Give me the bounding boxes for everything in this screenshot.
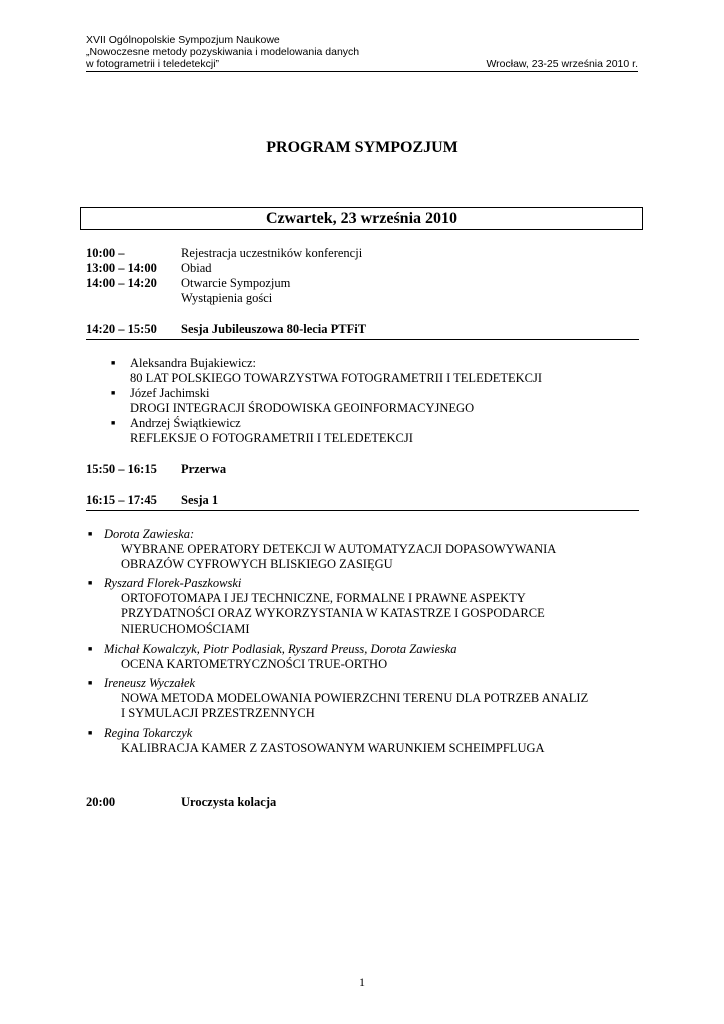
page-number: 1 (359, 975, 365, 989)
talk-title: WYBRANE OPERATORY DETEKCJI W AUTOMATYZACJI DOPASOWYWANIA (121, 542, 557, 556)
talk-title: PRZYDATNOŚCI ORAZ WYKORZYSTANIA W KATASTRZE I GOSPODARCE (121, 606, 545, 620)
schedule-desc: Obiad (181, 261, 212, 275)
schedule-desc: Rejestracja uczestników konferencji (181, 246, 363, 260)
talk-title: KALIBRACJA KAMER Z ZASTOSOWANYM WARUNKIEM SCHEIMPFLUGA (121, 741, 545, 755)
schedule-time: 10:00 – (86, 246, 125, 260)
bullet-icon: ■ (88, 729, 93, 737)
session-time: 14:20 – 15:50 (86, 322, 157, 336)
bullet-icon: ■ (88, 679, 93, 687)
break-time: 15:50 – 16:15 (86, 462, 157, 476)
bullet-icon: ■ (88, 645, 93, 653)
page-title: PROGRAM SYMPOZJUM (266, 139, 458, 156)
schedule-desc: Otwarcie Sympozjum (181, 276, 291, 290)
talk-title: ORTOFOTOMAPA I JEJ TECHNICZNE, FORMALNE I PRAWNE ASPEKTY (121, 591, 526, 605)
schedule-desc: Wystąpienia gości (181, 291, 273, 305)
talk-author: Regina Tokarczyk (104, 726, 193, 740)
header-line-2: „Nowoczesne metody pozyskiwania i modelowania danych (86, 46, 360, 58)
talk-author: Józef Jachimski (130, 386, 210, 400)
dinner-time: 20:00 (86, 795, 116, 809)
break-title: Przerwa (181, 462, 227, 476)
session-rule (86, 510, 639, 511)
session-time: 16:15 – 17:45 (86, 493, 157, 507)
session-title: Sesja 1 (181, 493, 219, 507)
talk-title: REFLEKSJE O FOTOGRAMETRII I TELEDETEKCJI (130, 431, 413, 445)
schedule-time: 13:00 – 14:00 (86, 261, 157, 275)
talk-title: DROGI INTEGRACJI ŚRODOWISKA GEOINFORMACYJNEGO (130, 401, 475, 415)
talk-author: Aleksandra Bujakiewicz: (130, 356, 256, 370)
header-line-3: w fotogrametrii i teledetekcji” (86, 58, 220, 70)
talk-title: NOWA METODA MODELOWANIA POWIERZCHNI TERENU DLA POTRZEB ANALIZ (121, 691, 589, 705)
talk-title: OBRAZÓW CYFROWYCH BLISKIEGO ZASIĘGU (121, 557, 393, 571)
talk-author: Dorota Zawieska: (104, 527, 195, 541)
talk-title: NIERUCHOMOŚCIAMI (121, 622, 250, 636)
talk-title: I SYMULACJI PRZESTRZENNYCH (121, 706, 315, 720)
talk-author: Ireneusz Wyczałek (104, 676, 196, 690)
talk-author: Andrzej Świątkiewicz (130, 416, 241, 430)
session-title: Sesja Jubileuszowa 80-lecia PTFiT (181, 322, 367, 336)
bullet-icon: ■ (111, 389, 116, 397)
bullet-icon: ■ (111, 359, 116, 367)
day-heading: Czwartek, 23 września 2010 (80, 207, 643, 230)
session-rule (86, 339, 639, 340)
bullet-icon: ■ (88, 530, 93, 538)
talk-author: Ryszard Florek-Paszkowski (104, 576, 242, 590)
header-rule (86, 71, 638, 72)
header-place-date: Wrocław, 23-25 września 2010 r. (486, 58, 638, 70)
header-line-1: XVII Ogólnopolskie Sympozjum Naukowe (86, 34, 280, 46)
bullet-icon: ■ (111, 419, 116, 427)
talk-title: OCENA KARTOMETRYCZNOŚCI TRUE-ORTHO (121, 657, 388, 671)
bullet-icon: ■ (88, 579, 93, 587)
dinner-title: Uroczysta kolacja (181, 795, 277, 809)
schedule-time: 14:00 – 14:20 (86, 276, 157, 290)
talk-author: Michał Kowalczyk, Piotr Podlasiak, Ryszard Preuss, Dorota Zawieska (104, 642, 457, 656)
talk-title: 80 LAT POLSKIEGO TOWARZYSTWA FOTOGRAMETRII I TELEDETEKCJI (130, 371, 543, 385)
